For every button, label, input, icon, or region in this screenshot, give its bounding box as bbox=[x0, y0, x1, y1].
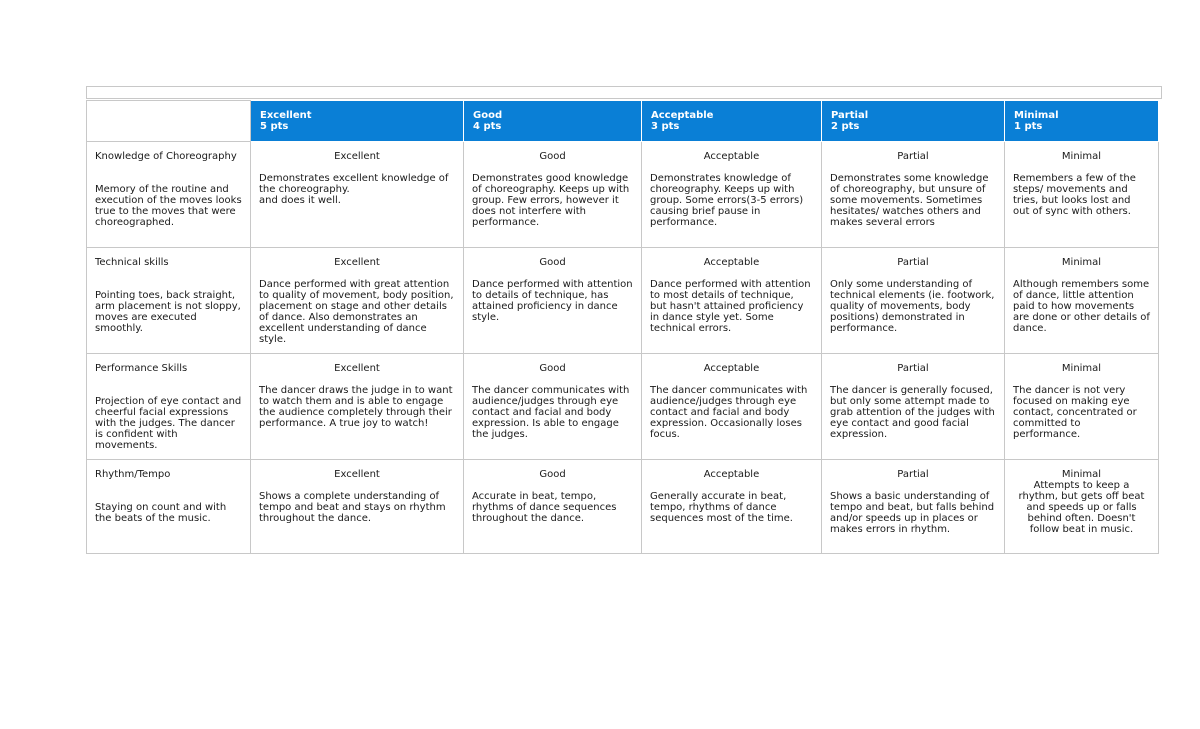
level-points: 3 pts bbox=[651, 121, 680, 132]
rating-cell-minimal bbox=[1005, 354, 1159, 460]
criterion-name: Rhythm/Tempo bbox=[95, 469, 171, 480]
criterion-name: Knowledge of Choreography bbox=[95, 151, 237, 162]
rating-cell-acceptable bbox=[642, 248, 822, 354]
header-corner-cell bbox=[87, 101, 251, 142]
rating-cell-description: The dancer is not very focused on making eye contact, concentrated or committed to performance. bbox=[1013, 385, 1137, 440]
criterion-row-choreography bbox=[87, 142, 1159, 248]
rating-cell-title: Acceptable bbox=[703, 257, 760, 268]
rating-cell-partial bbox=[822, 142, 1005, 248]
rating-cell-title: Good bbox=[539, 469, 566, 480]
rating-cell-title: Good bbox=[539, 257, 566, 268]
rating-cell-description: Although remembers some of dance, little attention paid to how movements are done or other details of dance. bbox=[1013, 279, 1150, 334]
header-level-acceptable bbox=[642, 101, 822, 142]
rating-cell-title: Minimal bbox=[1061, 363, 1102, 374]
rating-cell-good bbox=[464, 142, 642, 248]
rating-cell-partial bbox=[822, 354, 1005, 460]
rating-cell-description: Dance performed with great attention to quality of movement, body position, placement on stage and other details of dance. Also demonstrates an excellent understanding of dance style. bbox=[259, 279, 454, 345]
rating-cell-description: Dance performed with attention to details of technique, has attained proficiency in dance style. bbox=[472, 279, 633, 323]
rating-cell-acceptable bbox=[642, 142, 822, 248]
criterion-description: Pointing toes, back straight, arm placement is not sloppy, moves are executed smoothly. bbox=[95, 290, 241, 334]
level-name: Partial bbox=[831, 110, 869, 121]
criterion-cell bbox=[87, 460, 251, 554]
header-level-good bbox=[464, 101, 642, 142]
rating-cell-title: Partial bbox=[897, 257, 929, 268]
rating-cell-title: Excellent bbox=[334, 151, 380, 162]
rating-cell-title: Minimal bbox=[1061, 257, 1102, 268]
rating-cell-description: Shows a basic understanding of tempo and beat, but falls behind and/or speeds up in places or makes errors in rhythm. bbox=[830, 491, 995, 535]
rating-cell-partial bbox=[822, 248, 1005, 354]
header-level-partial bbox=[822, 101, 1005, 142]
criterion-name: Performance Skills bbox=[95, 363, 188, 374]
rating-cell-description: Demonstrates knowledge of choreography. Keeps up with group. Some errors(3-5 errors) causing brief pause in performance. bbox=[650, 173, 804, 228]
rating-cell-title: Partial bbox=[897, 469, 929, 480]
criterion-row-technical bbox=[87, 248, 1159, 354]
criterion-description: Staying on count and with the beats of the music. bbox=[95, 502, 227, 524]
rating-cell-title: Acceptable bbox=[703, 151, 760, 162]
criterion-cell bbox=[87, 142, 251, 248]
rating-cell-excellent bbox=[251, 460, 464, 554]
rating-cell-description: Generally accurate in beat, tempo, rhythms of dance sequences most of the time. bbox=[650, 491, 793, 524]
level-points: 2 pts bbox=[831, 121, 860, 132]
rating-cell-partial bbox=[822, 460, 1005, 554]
rating-cell-description: Shows a complete understanding of tempo and beat and stays on rhythm throughout the dance. bbox=[259, 491, 446, 524]
rating-cell-good bbox=[464, 248, 642, 354]
rating-cell-title: Good bbox=[539, 151, 566, 162]
criterion-name: Technical skills bbox=[95, 257, 169, 268]
rating-cell-good bbox=[464, 460, 642, 554]
rating-cell-title: Partial bbox=[897, 363, 929, 374]
level-name: Acceptable bbox=[651, 110, 714, 121]
rating-header-row bbox=[87, 101, 1159, 142]
rating-cell-description: Demonstrates some knowledge of choreography, but unsure of some movements. Sometimes hesitates/ watches others and makes several errors bbox=[830, 173, 989, 228]
rating-cell-title: Minimal bbox=[1061, 469, 1102, 480]
rating-cell-title: Acceptable bbox=[703, 469, 760, 480]
criterion-description: Projection of eye contact and cheerful facial expressions with the judges. The dancer is confident with movements. bbox=[95, 396, 242, 451]
rating-cell-title: Partial bbox=[897, 151, 929, 162]
rating-cell-description: Attempts to keep a rhythm, but gets off beat and speeds up or falls behind often. Doesn't follow beat in music. bbox=[1018, 480, 1145, 535]
rating-cell-description: Accurate in beat, tempo, rhythms of dance sequences throughout the dance. bbox=[472, 491, 617, 524]
criterion-row-rhythm bbox=[87, 460, 1159, 554]
rating-cell-minimal bbox=[1005, 248, 1159, 354]
rating-cell-title: Excellent bbox=[334, 469, 380, 480]
level-points: 1 pts bbox=[1014, 121, 1043, 132]
rating-cell-excellent bbox=[251, 248, 464, 354]
rating-cell-acceptable bbox=[642, 354, 822, 460]
level-points: 4 pts bbox=[473, 121, 502, 132]
rating-cell-minimal bbox=[1005, 460, 1159, 554]
rating-cell-description: Demonstrates excellent knowledge of the choreography. and does it well. bbox=[259, 173, 449, 206]
rating-cell-description: The dancer communicates with audience/judges through eye contact and facial and body expression. Occasionally loses focus. bbox=[650, 385, 808, 440]
rating-cell-acceptable bbox=[642, 460, 822, 554]
rating-cell-title: Minimal bbox=[1061, 151, 1102, 162]
header-level-excellent bbox=[251, 101, 464, 142]
level-points: 5 pts bbox=[260, 121, 289, 132]
rating-cell-title: Acceptable bbox=[703, 363, 760, 374]
rating-cell-description: Dance performed with attention to most details of technique, but hasn't attained proficiency in dance style yet. Some technical errors. bbox=[650, 279, 811, 334]
rating-cell-excellent bbox=[251, 142, 464, 248]
rating-cell-minimal bbox=[1005, 142, 1159, 248]
rating-cell-description: The dancer communicates with audience/judges through eye contact and facial and body expression. Is able to engage the judges. bbox=[472, 385, 630, 440]
header-level-minimal bbox=[1005, 101, 1159, 142]
criterion-row-performance bbox=[87, 354, 1159, 460]
rating-cell-description: Only some understanding of technical elements (ie. footwork, quality of movements, body positions) demonstrated in performance. bbox=[830, 279, 995, 334]
rating-cell-title: Excellent bbox=[334, 257, 380, 268]
criterion-cell bbox=[87, 354, 251, 460]
criterion-cell bbox=[87, 248, 251, 354]
rating-cell-description: The dancer is generally focused, but only some attempt made to grab attention of the judges with eye contact and good facial expression. bbox=[830, 385, 995, 440]
criterion-description: Memory of the routine and execution of the moves looks true to the moves that were choreographed. bbox=[95, 184, 242, 228]
level-name: Excellent bbox=[260, 110, 312, 121]
rating-cell-description: The dancer draws the judge in to want to watch them and is able to engage the audience completely through their performance. A true joy to watch! bbox=[259, 385, 453, 429]
rating-cell-title: Excellent bbox=[334, 363, 380, 374]
rubric-title-bar bbox=[86, 86, 1162, 99]
rating-cell-good bbox=[464, 354, 642, 460]
rating-cell-description: Demonstrates good knowledge of choreography. Keeps up with group. Few errors, however it does not interfere with performance. bbox=[472, 173, 630, 228]
rating-cell-excellent bbox=[251, 354, 464, 460]
level-name: Good bbox=[473, 110, 503, 121]
rating-cell-description: Remembers a few of the steps/ movements and tries, but looks lost and out of sync with others. bbox=[1013, 173, 1136, 217]
level-name: Minimal bbox=[1014, 110, 1059, 121]
rating-cell-title: Good bbox=[539, 363, 566, 374]
rubric-table bbox=[86, 100, 1159, 554]
